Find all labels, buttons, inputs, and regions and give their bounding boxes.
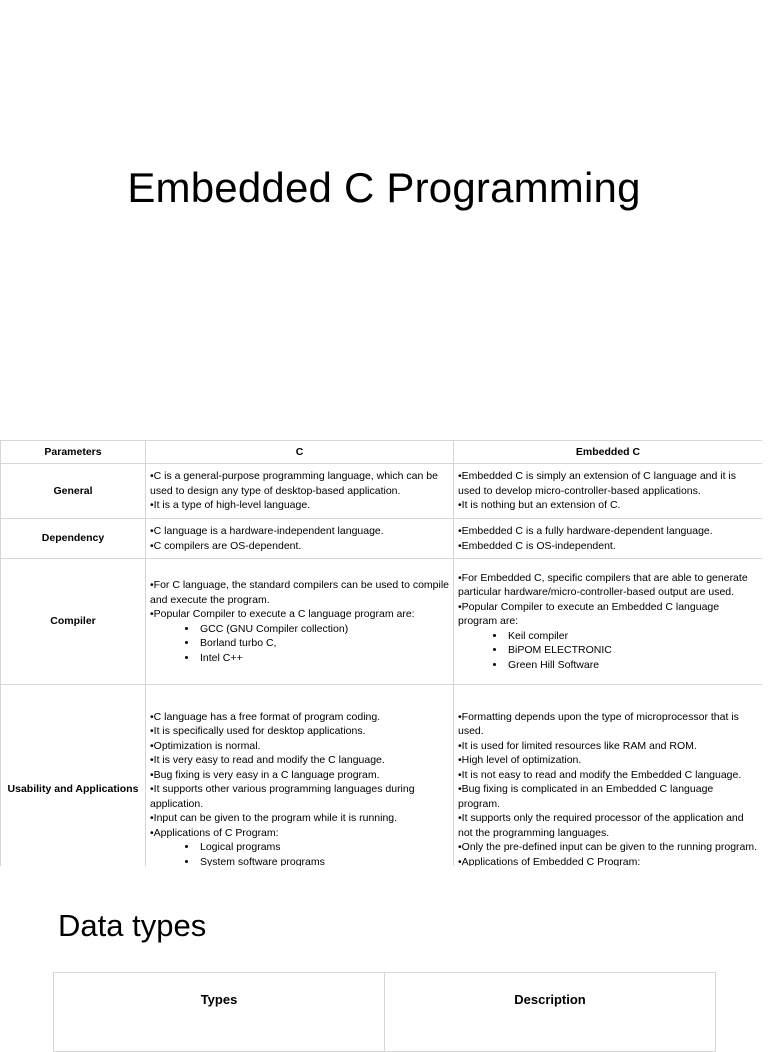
row-param-compiler: Compiler	[1, 559, 146, 685]
cell-line: •It is very easy to read and modify the C language.	[150, 754, 385, 767]
cell-line: •Bug fixing is complicated in an Embedded C language program.	[458, 783, 714, 810]
header-parameters: Parameters	[1, 441, 146, 464]
row-param-usability: Usability and Applications	[1, 685, 146, 867]
header-types: Types	[200, 992, 238, 1007]
cell-line: •It is nothing but an extension of C.	[458, 499, 621, 512]
cell-line: •C is a general-purpose programming language, which can be used to design any type of desktop-based application.	[150, 470, 438, 497]
row-param-general: General	[1, 464, 146, 519]
cell-line: •C language is a hardware-independent language.	[150, 525, 384, 537]
data-types-title: Data types	[58, 908, 207, 943]
cell-line: •It is a type of high-level language.	[150, 499, 311, 512]
cell-line: •It supports only the required processor of the application and not the programming languages.	[458, 812, 744, 839]
compiler-list-embedded-c	[458, 629, 758, 673]
cell-embedded-c-compiler	[454, 559, 763, 685]
cell-line: •Popular Compiler to execute an Embedded C language program are:	[458, 600, 720, 628]
cell-line: •Input can be given to the program while it is running.	[150, 812, 398, 825]
cell-embedded-c-dependency	[454, 519, 763, 559]
header-c: C	[146, 441, 454, 464]
header-embedded-c: Embedded C	[454, 441, 763, 464]
data-types-table	[53, 972, 716, 1052]
list-item: • Logical programs	[198, 840, 449, 855]
cell-line: •Optimization is normal.	[150, 739, 261, 752]
cell-line: •It is specifically used for desktop applications.	[150, 725, 366, 738]
cell-line: •High level of optimization.	[458, 754, 582, 767]
cell-line: •Only the pre-defined input can be given to the running program.	[458, 841, 758, 854]
comparison-table-container	[0, 440, 762, 866]
cell-line: •C compilers are OS-dependent.	[150, 539, 302, 552]
header-description: Description	[384, 973, 715, 1051]
list-item: • System software programs	[198, 855, 449, 866]
cell-line: •It is used for limited resources like RAM and ROM.	[458, 739, 697, 752]
cell-embedded-c-usability	[454, 685, 763, 867]
cell-line: •Embedded C is simply an extension of C language and it is used to develop micro-controller-based applications.	[458, 470, 736, 497]
cell-c-general	[146, 464, 454, 519]
table-header-row	[1, 441, 763, 464]
cell-line: •Popular Compiler to execute a C language program are:	[150, 608, 415, 620]
compiler-list-c	[150, 622, 449, 666]
cell-c-compiler	[146, 559, 454, 685]
table-row	[1, 685, 763, 867]
applications-list-c	[150, 840, 449, 866]
list-item: • Intel C++	[198, 651, 449, 666]
cell-line: •Applications of C Program:	[150, 826, 279, 839]
table-row	[1, 519, 763, 559]
list-item: • GCC (GNU Compiler collection)	[198, 622, 449, 637]
cell-embedded-c-general	[454, 464, 763, 519]
comparison-table	[0, 440, 762, 866]
cell-line: •It is not easy to read and modify the Embedded C language.	[458, 768, 742, 781]
list-item: • Keil compiler	[506, 629, 758, 644]
row-param-dependency: Dependency	[1, 519, 146, 559]
cell-line: •C language has a free format of program coding.	[150, 710, 381, 723]
cell-c-usability	[146, 685, 454, 867]
list-item: • Borland turbo C,	[198, 636, 449, 651]
cell-c-dependency	[146, 519, 454, 559]
cell-line: •For C language, the standard compilers can be used to compile and execute the program.	[150, 579, 450, 606]
cell-line: •For Embedded C, specific compilers that are able to generate particular hardware/micro-controller-based output are used.	[458, 571, 748, 599]
cell-line: •Embedded C is OS-independent.	[458, 539, 616, 552]
cell-line: •Formatting depends upon the type of microprocessor that is used.	[458, 710, 739, 738]
cell-line: •Bug fixing is very easy in a C language program.	[150, 768, 380, 781]
cell-line: •Applications of Embedded C Program:	[458, 855, 641, 866]
list-item: • BiPOM ELECTRONIC	[506, 643, 758, 658]
page-title: Embedded C Programming	[127, 164, 641, 211]
list-item: • Green Hill Software	[506, 658, 758, 673]
cell-line: •Embedded C is a fully hardware-dependent language.	[458, 525, 713, 537]
cell-line: •It supports other various programming languages during application.	[150, 783, 415, 810]
table-row	[1, 559, 763, 685]
table-row	[1, 464, 763, 519]
